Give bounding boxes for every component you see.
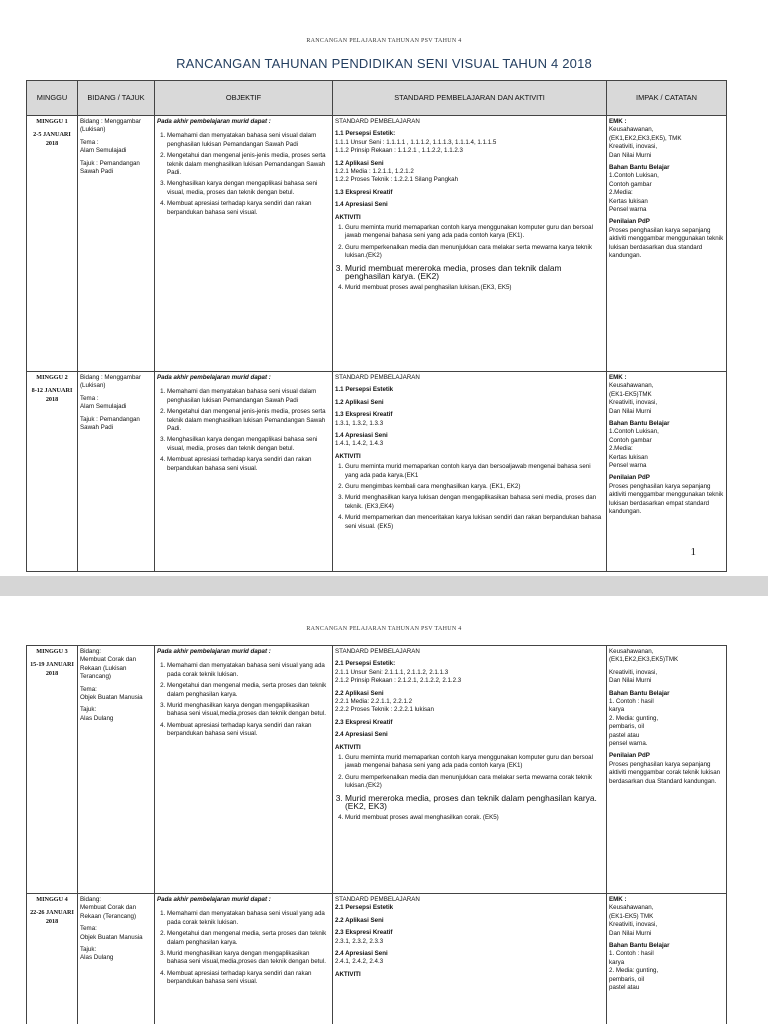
impak-line: Kertas lukisan <box>609 453 648 461</box>
col-header-impak: IMPAK / CATATAN <box>607 81 727 116</box>
emk-label: EMK : <box>609 374 627 381</box>
week-label: MINGGU 4 <box>36 896 68 903</box>
sp-line: 1.3 Ekspresi Kreatif <box>335 188 393 196</box>
sp-line: 1.4.1, 1.4.2, 1.4.3 <box>335 440 384 448</box>
impak-line: Kreativiti, inovasi, <box>609 668 658 676</box>
objektif-intro: Pada akhir pembelajaran murid dapat : <box>157 118 271 125</box>
tema-text: Objek Buatan Manusia <box>80 694 143 702</box>
objektif-intro: Pada akhir pembelajaran murid dapat : <box>157 374 271 381</box>
impak-line: 1. Contoh : hasil <box>609 698 654 706</box>
week-dates: 2-5 JANUARI 2018 <box>33 131 71 147</box>
tema-label: Tema: <box>80 685 97 693</box>
bbb-label: Bahan Bantu Belajar <box>609 420 670 428</box>
list-item: 1. Memahami dan menyatakan bahasa seni visual yang ada pada corak teknik lukisan. <box>167 662 330 679</box>
list-item: 1. Guru meminta murid memaparkan contoh karya menggunakan komputer guru dan bersoal jawab mengenai bahasa seni yang ada pada contoh karya (EK1) <box>345 754 604 771</box>
week-cell <box>27 894 78 1024</box>
sp-line: 1.3.1, 1.3.2, 1.3.3 <box>335 419 384 427</box>
impak-line: pensel warna. <box>609 740 648 748</box>
tema-text: Objek Buatan Manusia <box>80 933 143 941</box>
sp-line: 1.2.2 Proses Teknik : 1.2.2.1 Silang Pangkah <box>335 176 459 184</box>
bidang-cell <box>78 646 155 894</box>
impak-line: Pensel warna <box>609 206 647 214</box>
bidang-text: Membuat Corak dan Rekaan (Terancang) <box>80 904 137 920</box>
rpt-table-page-2 <box>26 645 727 1024</box>
list-item: 4. Murid membuat proses awal menghasilkan corak. (EK5) <box>345 814 604 822</box>
impak-line: 1.Contoh Lukisan, <box>609 428 659 436</box>
impak-line: 2. Media: gunting, <box>609 714 659 722</box>
impak-line: karya <box>609 706 625 714</box>
sp-line: 2.1 Persepsi Estetik: <box>335 660 396 668</box>
impak-line: (EK1,EK2,EK3,EK5), TMK <box>609 134 682 142</box>
bidang-label: Bidang: <box>80 896 101 903</box>
bbb-label: Bahan Bantu Belajar <box>609 689 670 697</box>
col-header-objektif: OBJEKTIF <box>155 81 333 116</box>
sp-line: 2.1 Persepsi Estetik <box>335 904 394 912</box>
sp-line: 2.2.2 Proses Teknik : 2.2.2.1 lukisan <box>335 706 434 714</box>
bidang-text: Bidang : Menggambar (Lukisan) <box>80 374 141 390</box>
impak-line: Contoh gambar <box>609 180 652 188</box>
sp-line: 1.1.1 Unsur Seni : 1.1.1.1 , 1.1.1.2, 1.1.1.3, 1.1.1.4, 1.1.1.5 <box>335 138 497 146</box>
list-item: 1. Memahami dan menyatakan bahasa seni visual yang ada pada corak teknik lukisan. <box>167 910 330 927</box>
list-item: 4. Membuat apresiasi terhadap karya sendiri dan rakan berpandukan bahasa seni visual. <box>167 722 330 739</box>
impak-line: Dan Nilai Murni <box>609 929 652 937</box>
objektif-intro: Pada akhir pembelajaran murid dapat : <box>157 648 271 655</box>
impak-line: (EK1-EK5)TMK <box>609 390 652 398</box>
list-item: 3. Murid menghasilkan karya dengan mengaplikasikan bahasa seni visual,media,proses dan teknik dengan betul. <box>167 702 330 719</box>
impak-line: Dan Nilai Murni <box>609 407 652 415</box>
sp-line: 2.4 Apresiasi Seni <box>335 731 388 739</box>
sp-line: 2.1.1 Unsur Seni: 2.1.1.1, 2.1.1.2, 2.1.1.3 <box>335 668 449 676</box>
sp-line: 1.3 Ekspresi Kreatif <box>335 411 393 419</box>
bidang-cell <box>78 894 155 1024</box>
impak-line: 2.Media: <box>609 445 633 453</box>
impak-line: Proses penghasilan karya sepanjang aktiviti menggambar corak teknik lukisan berdasarkan dua Standard kandungan. <box>609 760 721 785</box>
sp-line: 2.3 Ekspresi Kreatif <box>335 929 393 937</box>
week-label: MINGGU 1 <box>36 118 68 125</box>
sp-line: 1.1 Persepsi Estetik <box>335 386 394 394</box>
list-item: 2. Mengetahui dan mengenal jenis-jenis media, proses serta teknik dalam menghasilkan lukisan Pemandangan Sawah Padi. <box>167 408 330 433</box>
table-row <box>27 646 727 894</box>
impak-line: Kreativiti, inovasi, <box>609 143 658 151</box>
standard-cell <box>333 116 607 372</box>
impak-cell <box>607 116 727 372</box>
list-item: 2. Guru memperkenalkan media dan menunjukkan cara melakar serta mewarna karya teknik lukisan.(EK2) <box>345 244 604 261</box>
list-item: 1. Memahami dan menyatakan bahasa seni visual dalam penghasilan lukisan Pemandangan Sawah Padi <box>167 132 330 149</box>
impak-line: karya <box>609 958 625 966</box>
impak-line: Keusahawanan, <box>609 904 654 912</box>
aktiviti-heading: AKTIVITI <box>335 452 361 460</box>
penilaian-label: Penilaian PdP <box>609 752 650 760</box>
list-item: 2. Guru memperkenalkan media dan menunjukkan cara melakar serta mewarna corak teknik lukisan.(EK2) <box>345 774 604 791</box>
sp-line: 1.4 Apresiasi Seni <box>335 201 388 209</box>
tajuk-text: Tajuk : Pemandangan Sawah Padi <box>80 415 140 432</box>
standard-cell <box>333 646 607 894</box>
table-row <box>27 116 727 372</box>
sp-line: 2.2 Aplikasi Seni <box>335 689 384 697</box>
impak-line: Keusahawanan, <box>609 648 654 655</box>
aktiviti-list <box>335 224 604 292</box>
sp-line: 2.2 Aplikasi Seni <box>335 916 384 924</box>
impak-line: Proses penghasilan karya sepanjang aktiviti menggambar menggunakan teknik lukisan berdasarkan empat standard kandungan. <box>609 482 724 516</box>
list-item: 4. Membuat apresiasi terhadap karya sendiri dan rakan berpandukan bahasa seni visual. <box>167 456 330 473</box>
impak-line: Proses penghasilan karya sepanjang aktiviti menggambar menggunakan teknik lukisan berdasarkan dua standard kandungan. <box>609 226 724 260</box>
list-item: 3. Murid menghasilkan karya lukisan dengan mengaplikasikan bahasa seni media, proses dan teknik. (EK3,EK4) <box>345 494 604 511</box>
bbb-label: Bahan Bantu Belajar <box>609 942 670 950</box>
tema-label: Tema : <box>80 394 99 402</box>
emk-label: EMK : <box>609 118 627 125</box>
sp-line: 1.2 Aplikasi Seni <box>335 159 384 167</box>
col-header-standard: STANDARD PEMBELAJARAN DAN AKTIVITI <box>333 81 607 116</box>
list-item: 4. Membuat apresiasi terhadap karya sendiri dan rakan berpandukan bahasa seni visual. <box>167 970 330 987</box>
week-cell <box>27 116 78 372</box>
tajuk-label: Tajuk: <box>80 946 97 954</box>
sp-line: 2.1.2 Prinsip Rekaan : 2.1.2.1, 2.1.2.2, 2.1.2.3 <box>335 677 462 685</box>
sp-heading: STANDARD PEMBELAJARAN <box>335 896 420 903</box>
list-item: 2. Mengetahui dan mengenal media, serta proses dan teknik dalam penghasilan karya. <box>167 682 330 699</box>
impak-line: Kreativiti, inovasi, <box>609 921 658 929</box>
penilaian-label: Penilaian PdP <box>609 218 650 226</box>
objektif-cell <box>155 646 333 894</box>
tajuk-text: Tajuk : Pemandangan Sawah Padi <box>80 159 140 176</box>
impak-line: (EK1-EK5) TMK <box>609 912 654 920</box>
week-cell <box>27 646 78 894</box>
week-dates: 15-19 JANUARI 2018 <box>30 661 74 677</box>
impak-line: pastel atau <box>609 984 640 992</box>
sp-line: 1.1.2 Prinsip Rekaan : 1.1.2.1 , 1.1.2.2, 1.1.2.3 <box>335 147 463 155</box>
tema-label: Tema: <box>80 925 97 933</box>
tema-text: Alam Semulajadi <box>80 403 127 411</box>
bidang-label: Bidang: <box>80 648 101 655</box>
impak-line: Kreativiti, inovasi, <box>609 399 658 407</box>
list-item: 1. Guru meminta murid memaparkan contoh karya dan bersoaljawab mengenai bahasa seni yang ada pada karya.(EK1 <box>345 463 604 480</box>
impak-line: Dan Nilai Murni <box>609 677 652 685</box>
tema-label: Tema : <box>80 138 99 146</box>
objektif-cell <box>155 116 333 372</box>
week-cell <box>27 372 78 572</box>
sp-line: 1.1 Persepsi Estetik: <box>335 130 396 138</box>
objektif-cell <box>155 894 333 1024</box>
emk-label: EMK : <box>609 896 627 903</box>
sp-heading: STANDARD PEMBELAJARAN <box>335 118 420 125</box>
bidang-cell <box>78 116 155 372</box>
objektif-list <box>157 132 330 217</box>
page-number: 1 <box>690 546 696 558</box>
week-label: MINGGU 3 <box>36 648 68 655</box>
list-item: 2. Mengetahui dan mengenal media, serta proses dan teknik dalam penghasilan karya. <box>167 930 330 947</box>
standard-cell <box>333 894 607 1024</box>
objektif-intro: Pada akhir pembelajaran murid dapat : <box>157 896 271 903</box>
objektif-list <box>157 662 330 738</box>
objektif-list <box>157 910 330 986</box>
aktiviti-heading: AKTIVITI <box>335 213 361 221</box>
impak-line: 2. Media: gunting, <box>609 967 659 975</box>
objektif-cell <box>155 372 333 572</box>
impak-line: pembaris, oil <box>609 975 645 983</box>
aktiviti-list <box>335 463 604 531</box>
list-item: 3. Murid membuat mereroka media, proses dan teknik dalam penghasilan karya. (EK2) <box>345 264 604 281</box>
table-header-row <box>27 81 727 116</box>
impak-line: Pensel warna <box>609 462 647 470</box>
impak-line: Keusahawanan, <box>609 126 654 134</box>
document-page-2 <box>0 596 768 1024</box>
week-dates: 8-12 JANUARI 2018 <box>31 387 73 403</box>
sp-line: 1.2.1 Media : 1.2.1.1, 1.2.1.2 <box>335 168 414 176</box>
sp-line: 2.4 Apresiasi Seni <box>335 950 388 958</box>
list-item: 1. Memahami dan menyatakan bahasa seni visual dalam penghasilan lukisan Pemandangan Sawah Padi <box>167 388 330 405</box>
impak-line: Keusahawanan, <box>609 382 654 390</box>
bidang-cell <box>78 372 155 572</box>
impak-line: 1. Contoh : hasil <box>609 950 654 958</box>
standard-cell <box>333 372 607 572</box>
col-header-bidang: BIDANG / TAJUK <box>78 81 155 116</box>
impak-line: Contoh gambar <box>609 436 652 444</box>
list-item: 3. Murid menghasilkan karya dengan mengaplikasikan bahasa seni visual,media,proses dan teknik dengan betul. <box>167 950 330 967</box>
penilaian-label: Penilaian PdP <box>609 474 650 482</box>
week-label: MINGGU 2 <box>36 374 68 381</box>
sp-heading: STANDARD PEMBELAJARAN <box>335 374 420 381</box>
impak-cell <box>607 894 727 1024</box>
aktiviti-heading: AKTIVITI <box>335 970 361 978</box>
list-item: 3. Menghasilkan karya dengan mengaplikasi bahasa seni visual, media, proses dan teknik dengan betul. <box>167 436 330 453</box>
impak-line: Kertas lukisan <box>609 197 648 205</box>
document-title: RANCANGAN TAHUNAN PENDIDIKAN SENI VISUAL TAHUN 4 2018 <box>176 56 592 71</box>
running-header: RANCANGAN PELAJARAN TAHUNAN PSV TAHUN 4 <box>306 38 462 44</box>
list-item: 1. Guru meminta murid memaparkan contoh karya menggunakan komputer guru dan bersoal jawab mengenai bahasa seni yang ada pada contoh karya (EK1). <box>345 224 604 241</box>
bbb-label: Bahan Bantu Belajar <box>609 164 670 172</box>
impak-line: Dan Nilai Murni <box>609 151 652 159</box>
bidang-text: Bidang : Menggambar (Lukisan) <box>80 118 141 134</box>
sp-line: 2.2.1 Media: 2.2.1.1, 2.2.1.2 <box>335 698 413 706</box>
sp-line: 2.4.1, 2.4.2, 2.4.3 <box>335 958 384 966</box>
list-item: 4. Murid membuat proses awal penghasilan lukisan.(EK3, EK5) <box>345 284 604 292</box>
col-header-minggu: MINGGU <box>27 81 78 116</box>
bidang-text: Membuat Corak dan Rekaan (Lukisan Terancang) <box>80 656 137 681</box>
sp-line: 1.4 Apresiasi Seni <box>335 432 388 440</box>
impak-line: (EK1,EK2,EK3,EK5)TMK <box>609 656 679 664</box>
impak-line: 1.Contoh Lukisan, <box>609 172 659 180</box>
sp-line: 2.3.1, 2.3.2, 2.3.3 <box>335 937 384 945</box>
table-row <box>27 894 727 1024</box>
rpt-table-page-1 <box>26 80 727 572</box>
list-item: 3. Murid mereroka media, proses dan teknik dalam penghasilan karya. (EK2, EK3) <box>345 794 604 811</box>
list-item: 3. Menghasilkan karya dengan mengaplikasi bahasa seni visual, media, proses dan teknik dengan betul. <box>167 180 330 197</box>
impak-line: 2.Media: <box>609 189 633 197</box>
list-item: 2. Guru mengimbas kembali cara menghasilkan karya. (EK1, EK2) <box>345 483 604 491</box>
week-dates: 22-26 JANUARI 2018 <box>30 909 74 925</box>
sp-heading: STANDARD PEMBELAJARAN <box>335 648 420 655</box>
sp-line: 2.3 Ekspresi Kreatif <box>335 718 393 726</box>
objektif-list <box>157 388 330 473</box>
sp-line: 1.2 Aplikasi Seni <box>335 398 384 406</box>
impak-line: pastel atau <box>609 731 640 739</box>
tajuk-text: Alas Dulang <box>80 954 114 962</box>
list-item: 4. Membuat apresiasi terhadap karya sendiri dan rakan berpandukan bahasa seni visual. <box>167 200 330 217</box>
tajuk-label: Tajuk: <box>80 706 97 714</box>
impak-cell <box>607 646 727 894</box>
table-row <box>27 372 727 572</box>
tajuk-text: Alas Dulang <box>80 714 114 722</box>
running-header: RANCANGAN PELAJARAN TAHUNAN PSV TAHUN 4 <box>306 626 462 632</box>
aktiviti-heading: AKTIVITI <box>335 743 361 751</box>
tema-text: Alam Semulajadi <box>80 147 127 155</box>
impak-line: pembaris, oil <box>609 723 645 731</box>
list-item: 4. Murid mempamerkan dan menceritakan karya lukisan sendiri dan rakan berpandukan bahasa seni visual. (EK5) <box>345 514 604 531</box>
aktiviti-list <box>335 754 604 822</box>
list-item: 2. Mengetahui dan mengenal jenis-jenis media, proses serta teknik dalam menghasilkan lukisan Pemandangan Sawah Padi. <box>167 152 330 177</box>
impak-cell <box>607 372 727 572</box>
